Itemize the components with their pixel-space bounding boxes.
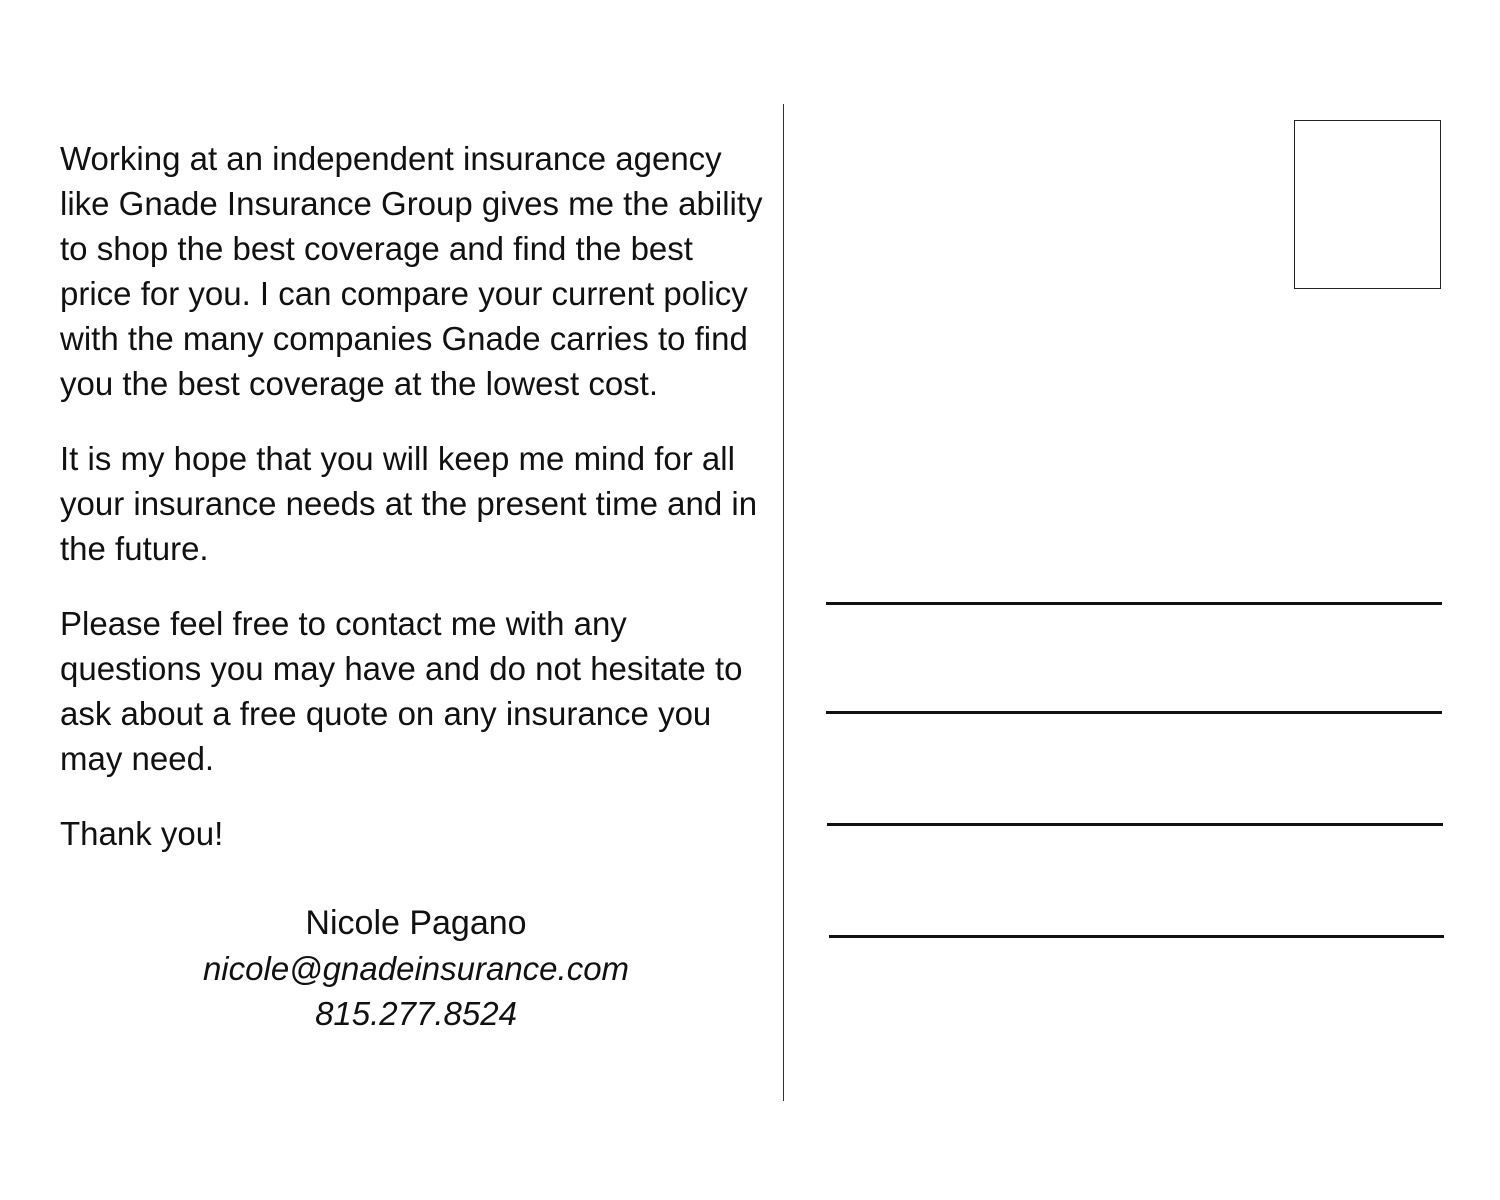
closing-text: Thank you!: [60, 815, 224, 852]
message-paragraph-2: It is my hope that you will keep me mind for all your insurance needs at the present time and in the future.: [60, 440, 758, 567]
message-paragraph-1: Working at an independent insurance agency like Gnade Insurance Group gives me the ability to shop the best coverage and find the best price for you. I can compare your current policy with the many companies Gnade carries to find you the best coverage at the lowest cost.: [60, 140, 763, 402]
message-paragraph-3: Please feel free to contact me with any questions you may have and do not hesitate to ask about a free quote on any insurance you may need.: [60, 605, 743, 777]
address-line-3: [827, 823, 1443, 826]
signature-phone: 815.277.8524: [315, 995, 517, 1032]
address-line-4: [829, 935, 1444, 938]
address-line-1: [826, 602, 1442, 605]
signature-name: Nicole Pagano: [305, 904, 527, 942]
postcard-message: [60, 136, 772, 856]
signature-email: nicole@gnadeinsurance.com: [202, 950, 630, 987]
signature-block: [60, 901, 772, 1036]
postcard-divider: [783, 104, 784, 1101]
stamp-box: [1294, 120, 1441, 289]
address-line-2: [826, 711, 1442, 714]
